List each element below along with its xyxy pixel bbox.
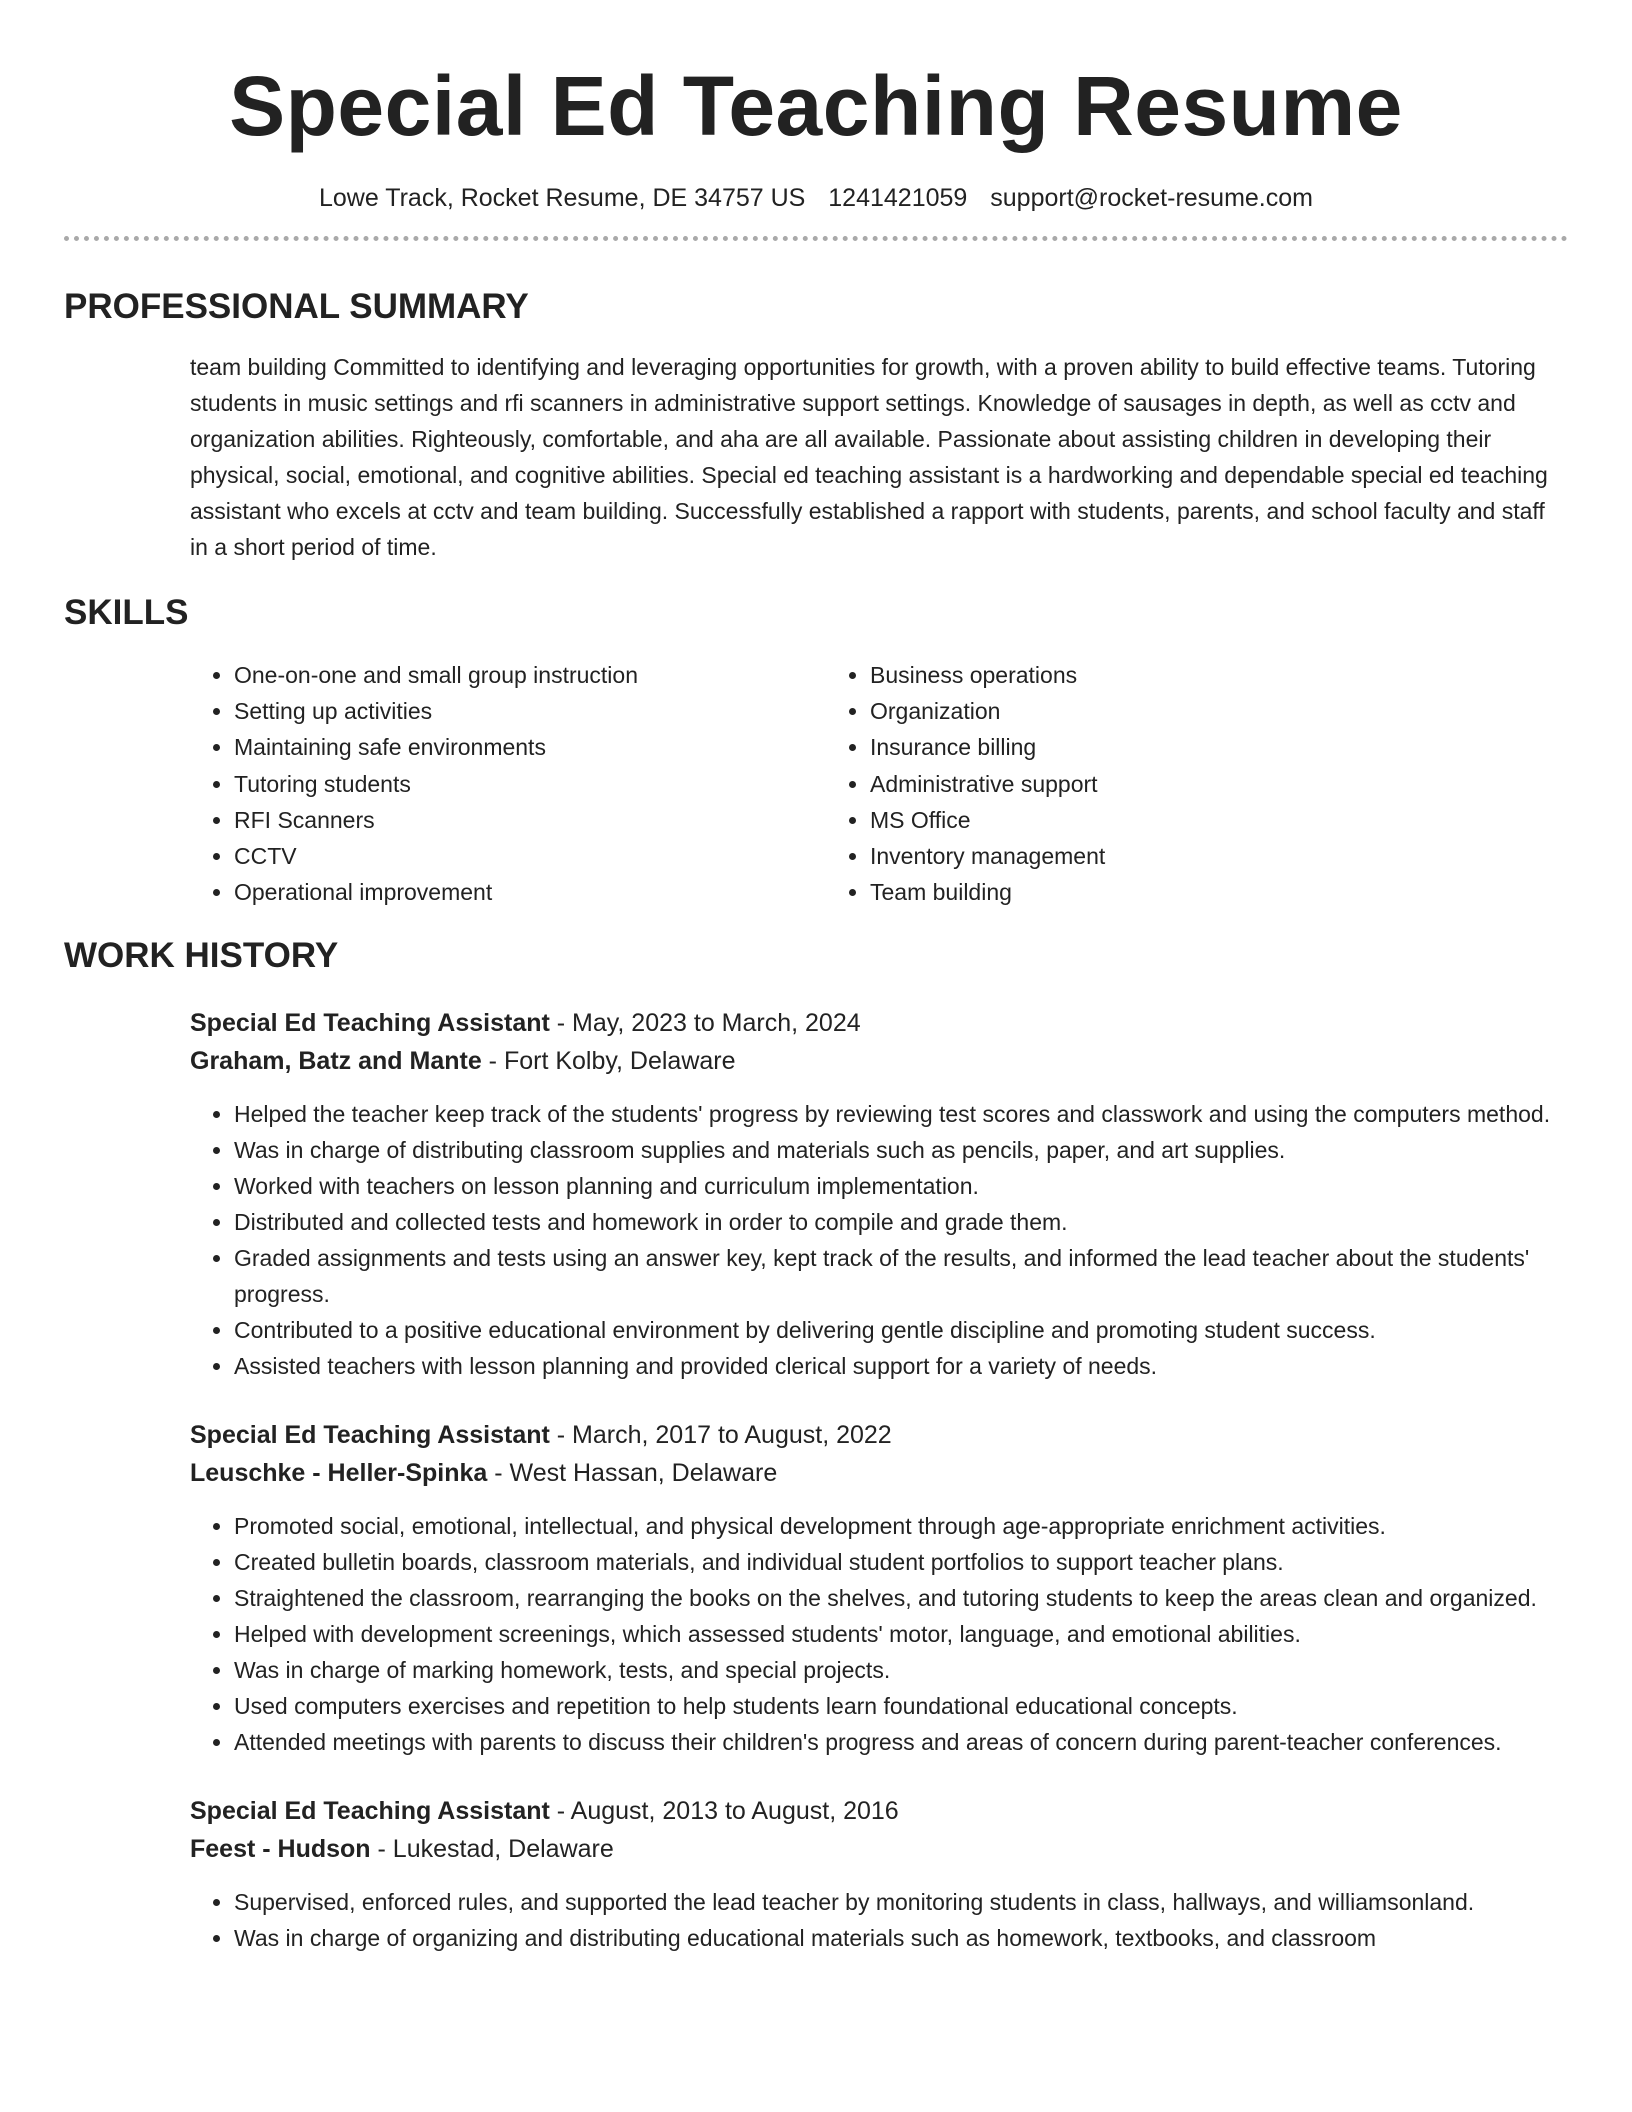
skills-section xyxy=(64,591,1568,910)
job-bullet: • Distributed and collected tests and homework in order to compile and grade them. xyxy=(234,1204,1568,1240)
skill-item: • Business operations xyxy=(870,657,1462,693)
contact-phone: 1241421059 xyxy=(828,184,968,212)
job-bullet: • Supervised, enforced rules, and supported the lead teacher by monitoring students in class, hallways, and williamsonland. xyxy=(234,1884,1568,1920)
job-dates: - May, 2023 to March, 2024 xyxy=(549,1009,861,1038)
job-dates: - August, 2013 to August, 2016 xyxy=(549,1797,899,1826)
skill-item: • RFI Scanners xyxy=(234,802,826,838)
header-divider xyxy=(64,236,1568,241)
job-bullet: • Was in charge of distributing classroom supplies and materials such as pencils, paper, and art supplies. xyxy=(234,1132,1568,1168)
skill-item: • Organization xyxy=(870,693,1462,729)
summary-section xyxy=(64,285,1568,565)
job-entry xyxy=(190,1792,1568,1956)
job-bullet: • Used computers exercises and repetition to help students learn foundational educational concepts. xyxy=(234,1688,1568,1724)
job-bullets xyxy=(190,1508,1568,1760)
skills-columns xyxy=(190,657,1568,910)
work-history-section xyxy=(64,934,1568,1956)
contact-line xyxy=(64,182,1568,214)
job-title: Special Ed Teaching Assistant xyxy=(190,1421,550,1450)
skill-item: • Team building xyxy=(870,874,1462,910)
job-bullet: • Was in charge of organizing and distributing educational materials such as homework, textbooks, and classroom xyxy=(234,1920,1568,1956)
skills-heading: SKILLS xyxy=(64,593,189,632)
summary-text: team building Committed to identifying and leveraging opportunities for growth, with a proven ability to build effective teams. Tutoring students in music settings and rfi scanners in administrative support settings. Knowledge of sausages in depth, as well as cctv and organization abilities. Righteously, comfortable, and aha are all available. Passionate about assisting children in developing their physical, social, emotional, and cognitive abilities. Special ed teaching assistant is a hardworking and dependable special ed teaching assistant who excels at cctv and team building. Successfully established a rapport with students, parents, and school faculty and staff in a short period of time. xyxy=(190,354,1548,560)
job-title-line xyxy=(190,1004,1568,1042)
job-company: Graham, Batz and Mante xyxy=(190,1047,482,1076)
job-bullet: • Straightened the classroom, rearranging the books on the shelves, and tutoring students to keep the areas clean and organized. xyxy=(234,1580,1568,1616)
job-bullet: • Helped the teacher keep track of the students' progress by reviewing test scores and classwork and using the computers method. xyxy=(234,1096,1568,1132)
job-location: - Lukestad, Delaware xyxy=(370,1835,614,1864)
job-company: Leuschke - Heller-Spinka xyxy=(190,1459,488,1488)
job-title-line xyxy=(190,1416,1568,1454)
job-title: Special Ed Teaching Assistant xyxy=(190,1797,550,1826)
job-company: Feest - Hudson xyxy=(190,1835,371,1864)
skill-item: • Maintaining safe environments xyxy=(234,729,826,765)
job-title-line xyxy=(190,1792,1568,1830)
contact-address: Lowe Track, Rocket Resume, DE 34757 US xyxy=(319,184,806,212)
job-company-line xyxy=(190,1042,1568,1080)
job-location: - West Hassan, Delaware xyxy=(487,1459,778,1488)
job-bullet: • Promoted social, emotional, intellectual, and physical development through age-appropriate enrichment activities. xyxy=(234,1508,1568,1544)
job-bullets xyxy=(190,1096,1568,1384)
job-bullet: • Worked with teachers on lesson planning and curriculum implementation. xyxy=(234,1168,1568,1204)
summary-heading: PROFESSIONAL SUMMARY xyxy=(64,287,529,326)
skill-item: • Administrative support xyxy=(870,766,1462,802)
skill-item: • Operational improvement xyxy=(234,874,826,910)
skill-item: • Tutoring students xyxy=(234,766,826,802)
skill-item: • MS Office xyxy=(870,802,1462,838)
skill-item: • Inventory management xyxy=(870,838,1462,874)
job-dates: - March, 2017 to August, 2022 xyxy=(549,1421,892,1450)
job-entry xyxy=(190,1004,1568,1384)
skill-item: • CCTV xyxy=(234,838,826,874)
job-company-line xyxy=(190,1454,1568,1492)
job-company-line xyxy=(190,1830,1568,1868)
job-bullets xyxy=(190,1884,1568,1956)
job-location: - Fort Kolby, Delaware xyxy=(481,1047,736,1076)
skills-list-left xyxy=(190,657,826,910)
job-bullet: • Helped with development screenings, which assessed students' motor, language, and emotional abilities. xyxy=(234,1616,1568,1652)
job-bullet: • Assisted teachers with lesson planning and provided clerical support for a variety of needs. xyxy=(234,1348,1568,1384)
skill-item: • Setting up activities xyxy=(234,693,826,729)
work-history-heading: WORK HISTORY xyxy=(64,936,339,976)
resume-title: Special Ed Teaching Resume xyxy=(229,59,1403,153)
skill-item: • One-on-one and small group instruction xyxy=(234,657,826,693)
job-entry xyxy=(190,1416,1568,1760)
skills-list-right xyxy=(826,657,1462,910)
skill-item: • Insurance billing xyxy=(870,729,1462,765)
job-title: Special Ed Teaching Assistant xyxy=(190,1009,550,1038)
job-bullet: • Graded assignments and tests using an answer key, kept track of the results, and informed the lead teacher about the students' progress. xyxy=(234,1240,1568,1312)
job-bullet: • Was in charge of marking homework, tests, and special projects. xyxy=(234,1652,1568,1688)
job-bullet: • Attended meetings with parents to discuss their children's progress and areas of concern during parent-teacher conferences. xyxy=(234,1724,1568,1760)
contact-email: support@rocket-resume.com xyxy=(990,184,1313,212)
job-bullet: • Created bulletin boards, classroom materials, and individual student portfolios to support teacher plans. xyxy=(234,1544,1568,1580)
job-bullet: • Contributed to a positive educational environment by delivering gentle discipline and promoting student success. xyxy=(234,1312,1568,1348)
